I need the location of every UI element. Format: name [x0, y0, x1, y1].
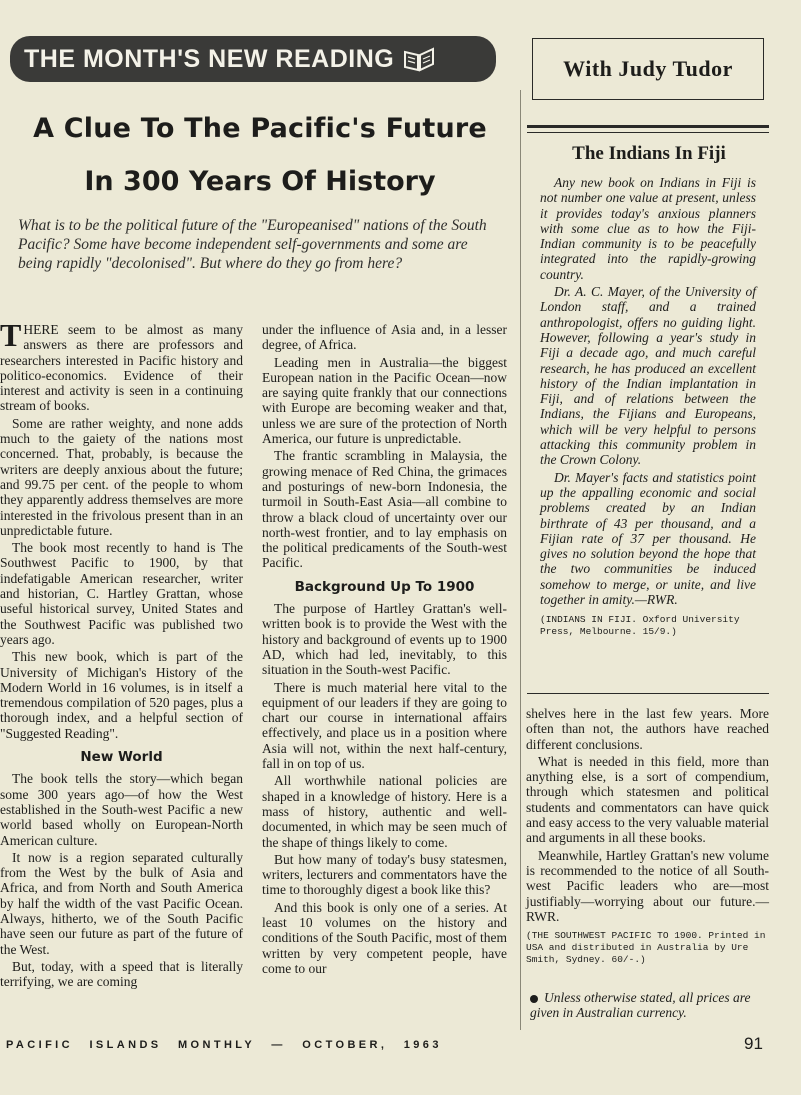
sidebar-review [540, 175, 756, 638]
paragraph: Any new book on Indians in Fiji is not number one value at present, unless it provides today's anxious planners with some clue as to how the Fiji-Indian community is to be peacefully integrated into the rapidly-growing country. [540, 175, 756, 282]
section-banner [10, 36, 496, 82]
paragraph: And this book is only one of a series. At least 10 volumes on the history and conditions of the South Pacific, most of them written by very competent people, have come to our [262, 899, 507, 976]
paragraph: The purpose of Hartley Grattan's well-written book is to provide the West with the history and background of events up to 1900 AD, which had led, inevitably, to this situation in the South-west Pacific. [262, 601, 507, 678]
paragraph: Dr. Mayer's facts and statistics point up the appalling economic and social problems created by an Indian birthrate of 43 per thousand, and a Fijian rate of 37 per thousand. He gives no solution beyond the hope that the two communities be induced somehow to merge, or unite, and live together in amity.—RWR. [540, 469, 756, 608]
bullet-icon [530, 995, 538, 1003]
paragraph: The frantic scrambling in Malaysia, the growing menace of Red China, the grimaces and posturings of new-born Indonesia, the turmoil in South-East Asia—all combine to throw a black cloud of uncertainty over our north-west frontier, and to lay emphasis on the political predicaments of the South-west Pacific. [262, 448, 507, 571]
sidebar-top-rule-thin [527, 132, 769, 133]
drop-cap: T [0, 317, 22, 353]
currency-note [530, 990, 770, 1020]
book-credit: (INDIANS IN FIJI. Oxford University Press, Melbourne. 15/9.) [540, 614, 740, 638]
page-footer: PACIFIC ISLANDS MONTHLY — OCTOBER, 1963 [6, 1039, 442, 1051]
paragraph: shelves here in the last few years. More often than not, the authors have reached different conclusions. [526, 706, 769, 752]
currency-note-text: Unless otherwise stated, all prices are given in Australian currency. [530, 990, 751, 1020]
sidebar-title: The Indians In Fiji [572, 143, 726, 164]
subheading-background: Background Up To 1900 [294, 578, 475, 595]
subheading-new-world: New World [80, 749, 163, 766]
paragraph: under the influence of Asia and, in a lesser degree, of Africa. [262, 322, 507, 353]
author-byline: With Judy Tudor [563, 56, 733, 81]
article-headline-line-1: A Clue To The Pacific's Future [33, 113, 487, 144]
paragraph: Dr. A. C. Mayer, of the University of London staff, and a trained anthropologist, offers no guiding light. However, following a year's study in Fiji a decade ago, and much careful research, he has produced an excellent history of the Indian implantation in Fiji, and of relations between the Indians, the Fijians and Europeans, which will be very helpful to persons attacking this community problem in the Crown Colony. [540, 284, 756, 468]
paragraph: But, today, with a speed that is literally terrifying, we are coming [0, 958, 243, 990]
open-book-icon [402, 46, 436, 72]
sidebar-bottom-rule [527, 693, 769, 694]
paragraph: The book tells the story—which began some 300 years ago—of how the West established in the South-west Pacific a new world based wholly on European-North American culture. [0, 771, 243, 848]
paragraph: This new book, which is part of the University of Michigan's History of the Modern World in 16 volumes, is in itself a tremendous compilation of 520 pages, plus a thorough index, and a helpful section of "Suggested Reading". [0, 649, 243, 741]
paragraph: What is needed in this field, more than anything else, is a sort of compendium, through which statesmen and political students and commentators can have quick and easy access to the very valuable material and arguments in all these books. [526, 753, 769, 846]
banner-title: THE MONTH'S NEW READING [24, 44, 395, 73]
paragraph: All worthwhile national policies are shaped in a knowledge of history. Here is a mass of history, authentic and well-documented, in which may be seen much of the shape of things likely to come. [262, 773, 507, 850]
paragraph: But how many of today's busy statesmen, writers, lecturers and commentators have the time to thoroughly digest a book like this? [262, 851, 507, 898]
paragraph: Some are rather weighty, and none adds much to the gaiety of the nations most concerned. That, probably, is because the writers are deeply anxious about the future; and 99.75 per cent. of the people to whom they apparently address themselves are more interested in the frivolous present than in an unpredictable future. [0, 415, 243, 538]
article-standfirst: What is to be the political future of the "Europeanised" nations of the South Pacific? Some have become independent self-governments and some are being rapidly "decolonised". But where do they go from here? [18, 217, 487, 272]
paragraph: The book most recently to hand is The Southwest Pacific to 1900, by that indefatigable American researcher, writer and historian, C. Hartley Grattan, whose useful historical survey, United States and the Southwest Pacific was published two years ago. [0, 540, 243, 647]
article-headline-line-2: In 300 Years Of History [84, 166, 436, 197]
paragraph: HERE seem to be almost as many answers as there are professors and researchers interested in Pacific history and politico-economics. Evidence of their interest and activity is seen in a continuing stream of books. [0, 322, 243, 414]
paragraph: Meanwhile, Hartley Grattan's new volume is recommended to the notice of all South-west Pacific leaders who are—most justifiably—worrying about our future.—RWR. [526, 847, 769, 924]
column-divider [520, 90, 521, 1030]
article-column-2 [262, 322, 507, 976]
sidebar-top-rule [527, 125, 769, 128]
page-number: 91 [744, 1034, 763, 1053]
author-byline-box [532, 38, 764, 100]
article-column-1 [0, 317, 243, 990]
paragraph: Leading men in Australia—the biggest European nation in the Pacific Ocean—now are saying quite frankly that our connections with Europe are becoming weaker and that, unless we are sure of the protection of North America, our future is unpredictable. [262, 354, 507, 447]
article-column-3 [526, 706, 769, 966]
paragraph: It now is a region separated culturally from the West by the bulk of Asia and Africa, and from North and South America by half the width of the vast Pacific Ocean. Always, hitherto, we of the South Pacific have seen our future as part of the future of the West. [0, 849, 243, 957]
book-credit: (THE SOUTHWEST PACIFIC TO 1900. Printed in USA and distributed in Australia by Ure Smith, Sydney. 60/-.) [526, 930, 766, 966]
paragraph: There is much material here vital to the equipment of our leaders if they are going to chart our course in international affairs effectively, and place us in a position where Asia will not, within the next half-century, fall in on top of us. [262, 679, 507, 772]
